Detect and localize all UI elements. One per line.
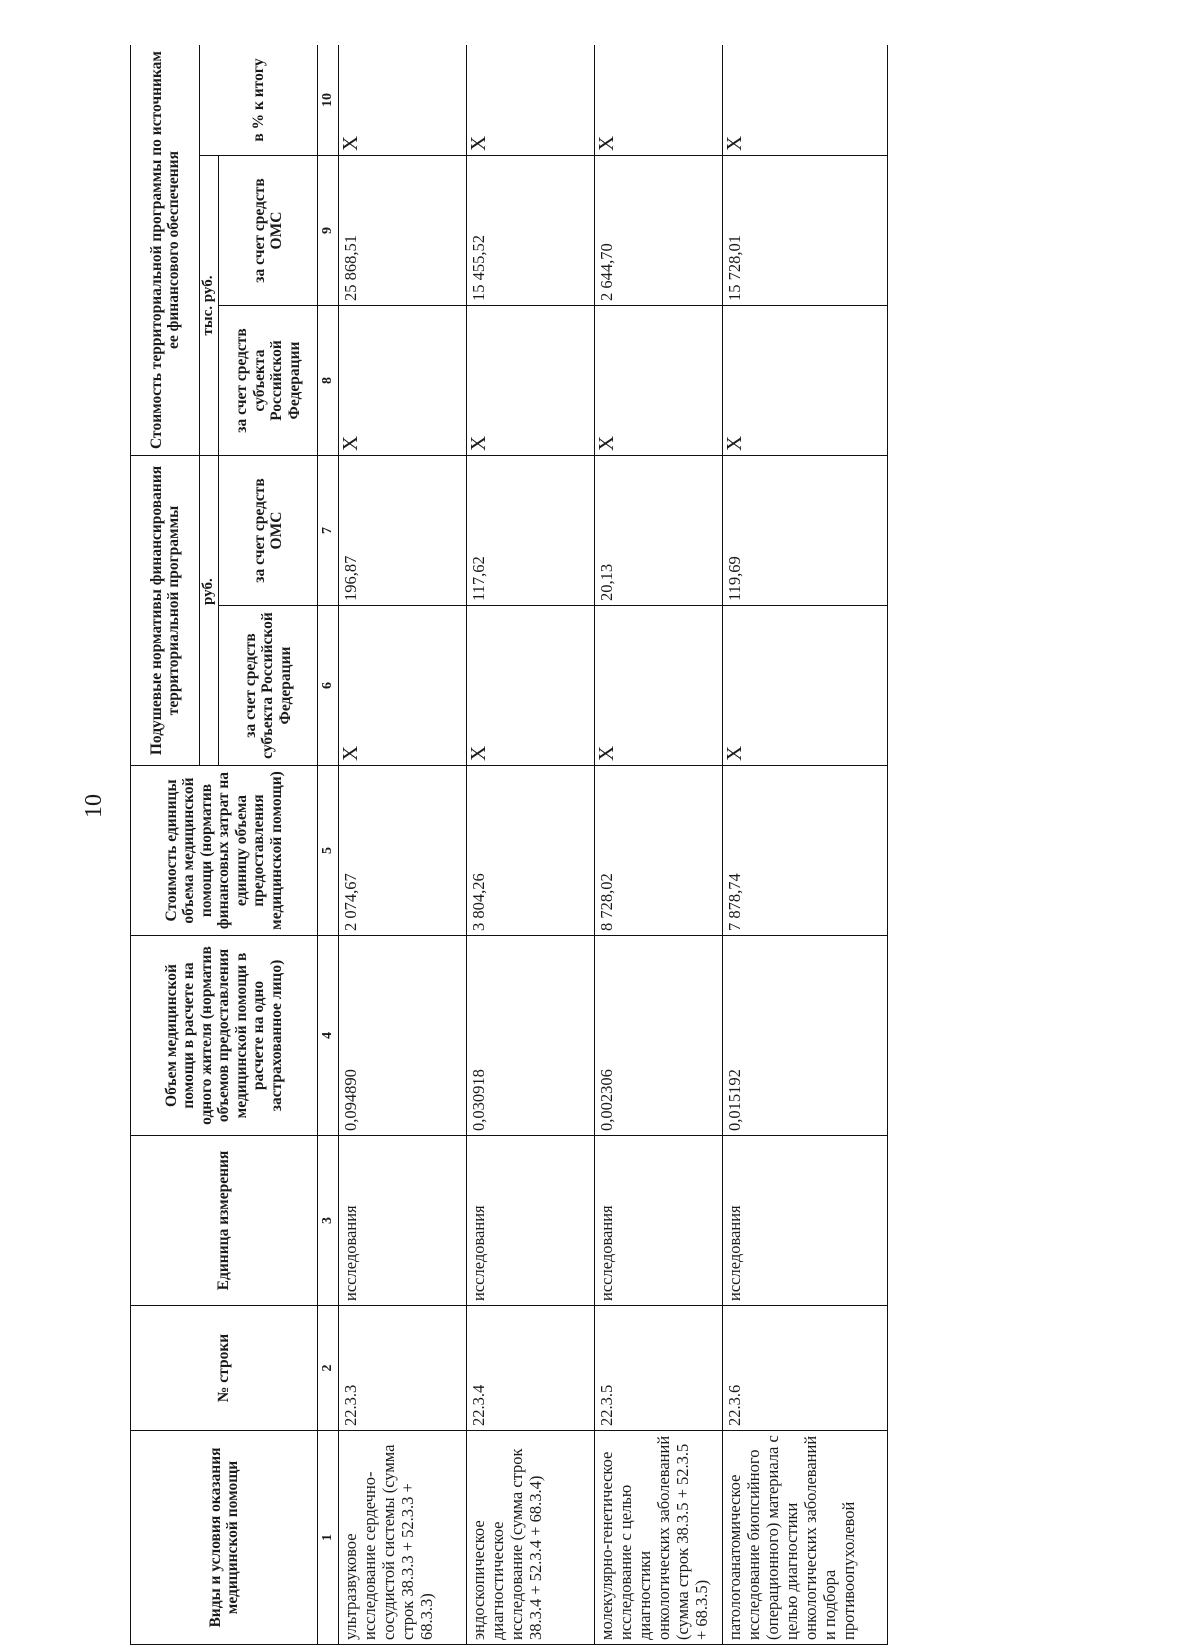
header-program-cost-unit: тыс. руб. bbox=[200, 156, 219, 456]
cell-percent: X bbox=[467, 45, 595, 156]
header-pc-subject: за счет средств субъекта Российской Федерации bbox=[219, 606, 318, 766]
cell-cost-subject: X bbox=[595, 306, 723, 456]
header-unit: Единица измерения bbox=[131, 1136, 318, 1306]
column-number: 6 bbox=[318, 606, 339, 766]
column-number: 7 bbox=[318, 456, 339, 606]
cell-volume: 0,030918 bbox=[467, 936, 595, 1136]
table-row bbox=[595, 45, 723, 1645]
cell-unit: исследования bbox=[595, 1136, 723, 1306]
cell-unit-cost: 2 074,67 bbox=[339, 766, 467, 936]
header-per-capita: Подушевые нормативы финансирования территориальной программы bbox=[131, 456, 200, 766]
cell-pc-oms: 119,69 bbox=[723, 456, 888, 606]
cell-row-no: 22.3.4 bbox=[467, 1306, 595, 1431]
column-number: 10 bbox=[318, 45, 339, 156]
cell-percent: X bbox=[339, 45, 467, 156]
column-number: 2 bbox=[318, 1306, 339, 1431]
cell-volume: 0,015192 bbox=[723, 936, 888, 1136]
page-number: 10 bbox=[81, 794, 107, 818]
column-number: 1 bbox=[318, 1431, 339, 1645]
cell-cost-oms: 25 868,51 bbox=[339, 156, 467, 306]
cell-unit: исследования bbox=[723, 1136, 888, 1306]
table-row bbox=[467, 45, 595, 1645]
header-pc-oms: за счет средств ОМС bbox=[219, 456, 318, 606]
header-program-cost: Стоимость территориальной программы по источникам ее финансового обеспечения bbox=[131, 45, 200, 456]
cell-unit: исследования bbox=[339, 1136, 467, 1306]
table-row bbox=[723, 45, 888, 1645]
cell-pc-oms: 20,13 bbox=[595, 456, 723, 606]
cell-row-no: 22.3.5 bbox=[595, 1306, 723, 1431]
header-volume: Объем медицинской помощи в расчете на одного жителя (норматив объемов предоставления медицинской помощи в расчете на одно застрахованное лицо) bbox=[131, 936, 318, 1136]
cell-volume: 0,094890 bbox=[339, 936, 467, 1136]
cell-percent: X bbox=[595, 45, 723, 156]
cell-unit-cost: 8 728,02 bbox=[595, 766, 723, 936]
cell-cost-oms: 15 728,01 bbox=[723, 156, 888, 306]
header-row-no: № строки bbox=[131, 1306, 318, 1431]
header-per-capita-unit: руб. bbox=[200, 456, 219, 766]
cell-type-name: ультразвуковое исследование сердечно-сосудистой системы (сумма строк 38.3.3 + 52.3.3 + 68.3.3) bbox=[339, 1431, 467, 1645]
cell-volume: 0,002306 bbox=[595, 936, 723, 1136]
cell-pc-subject: X bbox=[339, 606, 467, 766]
header-unit-cost: Стоимость единицы объема медицинской помощи (норматив финансовых затрат на единицу объема предоставления медицинской помощи) bbox=[131, 766, 318, 936]
table-row bbox=[339, 45, 467, 1645]
column-number: 5 bbox=[318, 766, 339, 936]
cell-cost-oms: 15 455,52 bbox=[467, 156, 595, 306]
header-cost-oms: за счет средств ОМС bbox=[219, 156, 318, 306]
cell-pc-subject: X bbox=[723, 606, 888, 766]
cell-unit-cost: 7 878,74 bbox=[723, 766, 888, 936]
cell-cost-subject: X bbox=[339, 306, 467, 456]
cell-row-no: 22.3.6 bbox=[723, 1306, 888, 1431]
cell-cost-oms: 2 644,70 bbox=[595, 156, 723, 306]
column-number: 4 bbox=[318, 936, 339, 1136]
cell-type-name: патологоанатомическое исследование биопсийного (операционного) материала с целью диагностики онкологических заболеваний и подбора противоопухолевой bbox=[723, 1431, 888, 1645]
cell-type-name: эндоскопическое диагностическое исследование (сумма строк 38.3.4 + 52.3.4 + 68.3.4) bbox=[467, 1431, 595, 1645]
header-types: Виды и условия оказания медицинской помощи bbox=[131, 1431, 318, 1645]
cell-unit-cost: 3 804,26 bbox=[467, 766, 595, 936]
cell-pc-subject: X bbox=[595, 606, 723, 766]
cell-unit: исследования bbox=[467, 1136, 595, 1306]
column-number: 3 bbox=[318, 1136, 339, 1306]
header-percent-total: в % к итогу bbox=[200, 45, 318, 156]
column-number: 8 bbox=[318, 306, 339, 456]
cell-type-name: молекулярно-генетическое исследование с целью диагностики онкологических заболеваний (сумма строк 38.3.5 + 52.3.5 + 68.3.5) bbox=[595, 1431, 723, 1645]
financing-table bbox=[130, 45, 888, 1645]
column-number: 9 bbox=[318, 156, 339, 306]
cell-percent: X bbox=[723, 45, 888, 156]
header-cost-subject: за счет средств субъекта Российской Федерации bbox=[219, 306, 318, 456]
rotated-table-page bbox=[130, 45, 1090, 1645]
cell-cost-subject: X bbox=[723, 306, 888, 456]
cell-pc-oms: 196,87 bbox=[339, 456, 467, 606]
document-canvas bbox=[130, 45, 1200, 1645]
cell-pc-subject: X bbox=[467, 606, 595, 766]
cell-row-no: 22.3.3 bbox=[339, 1306, 467, 1431]
cell-cost-subject: X bbox=[467, 306, 595, 456]
cell-pc-oms: 117,62 bbox=[467, 456, 595, 606]
